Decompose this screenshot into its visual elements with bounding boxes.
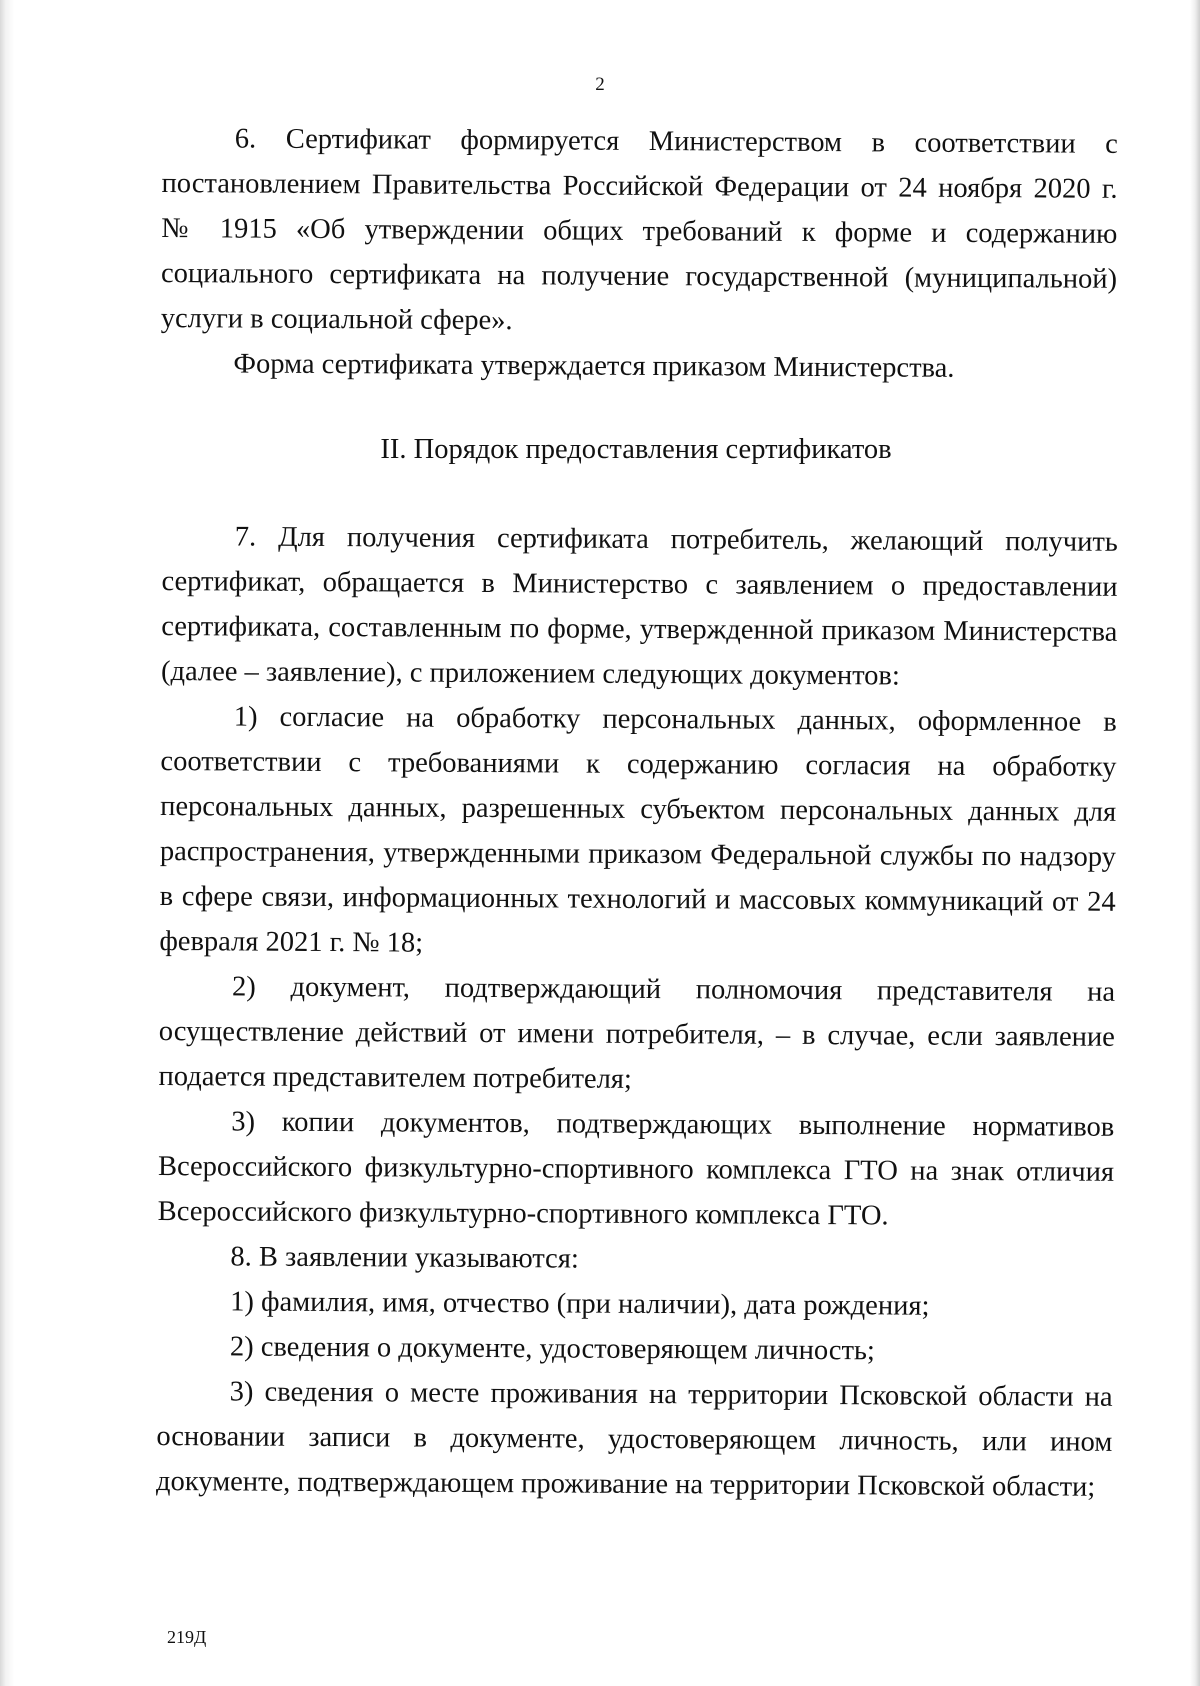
paragraph-7-item-1: 1) согласие на обработку персональных данных, оформленное в соответствии с требованиями к содержанию согласия на обработку персональных данных, разрешенных субъектом персональных данных для распространения, утвержденными приказом Федеральной службы по надзору в сфере связи, информационных технологий и массовых коммуникаций от 24 февраля 2021 г. № 18; bbox=[159, 701, 1117, 959]
paragraph-6: 6. Сертификат формируется Министерством в соответствии с постановлением Правительства Российской Федерации от 24 ноября 2020 г. № 1915 «Об утверждении общих требований к форме и содержанию социального сертификата на получение государственной (муниципальной) услуги в социальной сфере». bbox=[160, 123, 1118, 337]
paragraph-8: 8. В заявлении указываются: bbox=[230, 1241, 579, 1275]
scan-edge-left bbox=[0, 0, 14, 1686]
paragraph-7-item-3: 3) копии документов, подтверждающих выполнение нормативов Всероссийского физкультурно-спортивного комплекса ГТО на знак отличия Всероссийского физкультурно-спортивного комплекса ГТО. bbox=[157, 1106, 1115, 1232]
paragraph-form-approval: Форма сертификата утверждается приказом Министерства. bbox=[233, 348, 955, 384]
section-1-text bbox=[160, 116, 1118, 392]
page-number: 2 bbox=[595, 74, 605, 95]
paragraph-8-item-1: 1) фамилия, имя, отчество (при наличии), дата рождения; bbox=[230, 1286, 930, 1322]
paragraph-7-item-2: 2) документ, подтверждающий полномочия представителя на осуществление действий от имени потребителя, – в случае, если заявление подается представителем потребителя; bbox=[158, 971, 1116, 1095]
paragraph-7: 7. Для получения сертификата потребитель, желающий получить сертификат, обращается в Министерство с заявлением о предоставлении сертификата, составленным по форме, утвержденной приказом Министерства (далее – заявление), с приложением следующих документов: bbox=[160, 521, 1118, 692]
paragraph-8-item-3: 3) сведения о месте проживания на территории Псковской области на основании записи в документе, удостоверяющем личность, или ином документе, подтверждающем проживание на территории Псковской области; bbox=[155, 1376, 1113, 1503]
paragraph-8-item-2: 2) сведения о документе, удостоверяющем личность; bbox=[229, 1331, 875, 1367]
section-heading: II. Порядок предоставления сертификатов bbox=[380, 434, 892, 465]
section-2-text bbox=[156, 514, 1118, 1510]
document-code: 219Д bbox=[167, 1627, 207, 1647]
scan-edge-right bbox=[1190, 0, 1200, 1686]
